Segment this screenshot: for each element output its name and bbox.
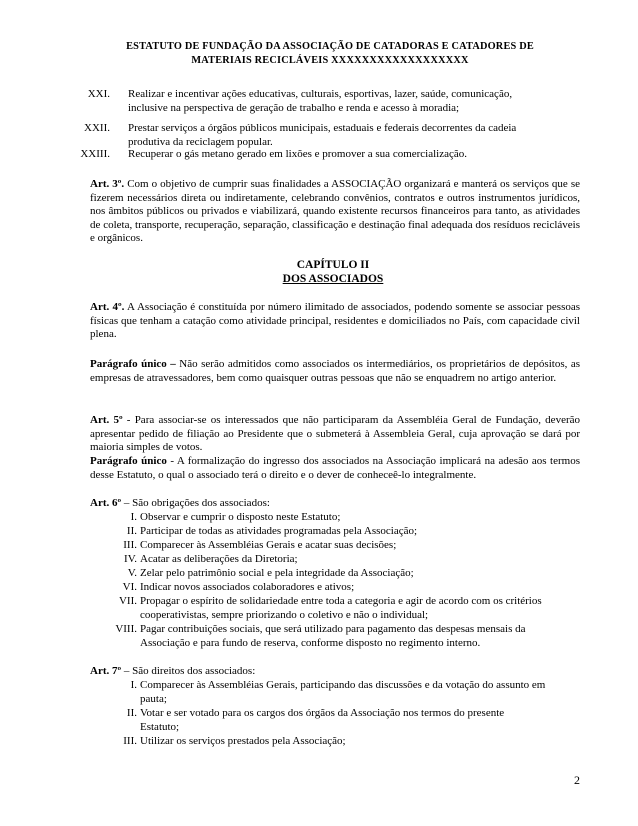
paragraph-unique <box>90 358 580 385</box>
article-3 <box>90 178 580 246</box>
paragraph-text: Não serão admitidos como associados os intermediários, os proprietários de depósitos, as empresas de atravessadores, bem como quaisquer outras pessoas que não se enquadrem no artigo anterior. <box>90 358 580 384</box>
article-text: – São obrigações dos associados: <box>121 497 270 509</box>
item-text: Prestar serviços a órgãos públicos municipais, estaduais e federais decorrentes da cadeia produtiva da reciclagem popular. <box>128 122 517 148</box>
item-number: XXII. <box>84 122 110 134</box>
document-title-line-2: MATERIAIS RECICLÁVEIS XXXXXXXXXXXXXXXXXX <box>191 55 469 66</box>
item-text: Indicar novos associados colaboradores e ativos; <box>140 581 355 593</box>
item-number: III. <box>123 539 137 551</box>
article-6-heading <box>90 497 580 511</box>
item-number: VIII. <box>115 623 137 635</box>
item-text: Recuperar o gás metano gerado em lixões e promover a sua comercialização. <box>128 148 468 160</box>
article-text: A Associação é constituída por número ilimitado de associados, podendo somente se associar pessoas físicas que tenham a catação como atividade principal, residentes e domiciliados no País, com capacidade civil plena. <box>90 301 581 340</box>
item-text: Acatar as deliberações da Diretoria; <box>140 553 298 565</box>
paragraph-label: Parágrafo único – <box>90 358 176 370</box>
chapter-number: CAPÍTULO II <box>296 259 370 271</box>
article-4 <box>90 301 580 342</box>
paragraph-text: - A formalização do ingresso dos associados na Associação implicará na adesão aos termos desse Estatuto, o qual o associado terá o direito e o dever de conheceê-lo integralmente. <box>90 455 580 481</box>
item-text: Utilizar os serviços prestados pela Associação; <box>140 735 346 747</box>
item-text: Comparecer às Assembléias Gerais, participando das discussões e da votação do assunto em pauta; <box>140 679 546 705</box>
item-text: Propagar o espírito de solidariedade entre toda a categoria e agir de acordo com os critérios cooperativistas, sempre priorizando o coletivo e não o individual; <box>140 595 542 621</box>
article-7-heading <box>90 665 580 679</box>
article-label: Art. 5º <box>90 414 123 426</box>
item-number: XXI. <box>87 88 110 100</box>
item-text: Comparecer às Assembléias Gerais e acatar suas decisões; <box>140 539 397 551</box>
article-label: Art. 7º <box>90 665 122 677</box>
document-title-line-1: ESTATUTO DE FUNDAÇÃO DA ASSOCIAÇÃO DE CATADORAS E CATADORES DE <box>126 41 534 52</box>
item-number: II. <box>126 525 137 537</box>
paragraph-unique <box>90 455 580 482</box>
item-number: V. <box>127 567 137 579</box>
article-text: – São direitos dos associados: <box>121 665 256 677</box>
item-number: IV. <box>124 553 137 565</box>
item-number: I. <box>130 679 137 691</box>
item-number: VI. <box>122 581 137 593</box>
chapter-title: DOS ASSOCIADOS <box>282 273 384 285</box>
item-number: XXIII. <box>80 148 110 160</box>
item-number: III. <box>123 735 137 747</box>
article-label: Art. 4º. <box>90 301 125 313</box>
article-label: Art. 6º <box>90 497 122 509</box>
item-text: Participar de todas as atividades programadas pela Associação; <box>140 525 418 537</box>
item-number: VII. <box>118 595 137 607</box>
item-text: Votar e ser votado para os cargos dos órgãos da Associação nos termos do presente Estatuto; <box>140 707 505 733</box>
article-5 <box>90 414 580 455</box>
item-text: Zelar pelo patrimônio social e pela integridade da Associação; <box>140 567 414 579</box>
page-number: 2 <box>574 773 580 787</box>
article-label: Art. 3º. <box>90 178 125 190</box>
item-text: Observar e cumprir o disposto neste Estatuto; <box>140 511 341 523</box>
item-number: I. <box>130 511 137 523</box>
article-text: - Para associar-se os interessados que não participaram da Assembléia Geral de Fundação, deverão apresentar pedido de filiação ao Presidente que o submeterá à Assembleia Geral, cuja aprovação se dará por maioria simples de votos. <box>90 414 580 453</box>
item-number: II. <box>126 707 137 719</box>
paragraph-label: Parágrafo único <box>90 455 167 467</box>
article-text: Com o objetivo de cumprir suas finalidades a ASSOCIAÇÃO organizará e manterá os serviços que se fizerem necessários direta ou indiretamente, celebrando convênios, contratos e outros instrumentos jurídicos, nos âmbitos públicos ou privados e viabilizará, quando existente recursos financeiros para tanto, as atividades de coleta, transporte, recuperação, separação, classificação e destinação final adequada dos resíduos recicláveis e orgânicos. <box>90 178 580 244</box>
item-text: Pagar contribuições sociais, que será utilizado para pagamento das despesas mensais da Associação e para fundo de reserva, conforme disposto no regimento interno. <box>140 623 526 649</box>
item-text: Realizar e incentivar ações educativas, culturais, esportivas, lazer, saúde, comunicação, inclusive na perspectiva de geração de trabalho e renda e acesso à moradia; <box>128 88 513 114</box>
